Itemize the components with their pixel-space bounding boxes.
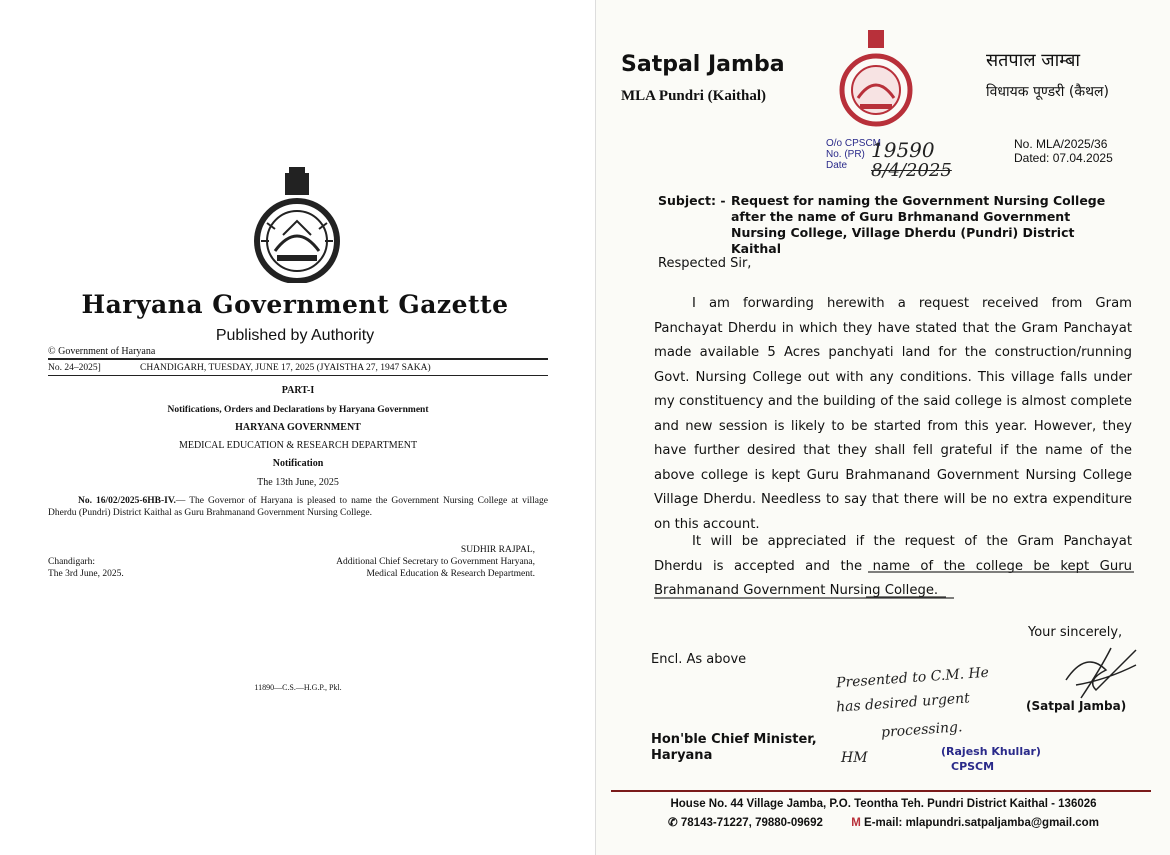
reference-date: Dated: 07.04.2025	[1014, 151, 1113, 165]
signatory-title: Additional Chief Secretary to Government Haryana,	[336, 557, 535, 567]
footer-email: E-mail: mlapundri.satpaljamba@gmail.com	[864, 817, 1099, 829]
signatory-name: SUDHIR RAJPAL,	[460, 545, 535, 555]
handwritten-note-3: processing.	[880, 719, 963, 741]
letterhead-name: Satpal Jamba	[621, 52, 785, 77]
part-heading: PART-I	[281, 385, 315, 396]
reference-number: No. MLA/2025/36	[1014, 137, 1108, 151]
approval-stamp-office: CPSCM	[951, 760, 995, 773]
issue-number: No. 24–2025]	[48, 363, 101, 373]
sign-date: The 3rd June, 2025.	[48, 569, 124, 579]
haryana-emblem-icon	[247, 163, 347, 283]
copyright: © Government of Haryana	[48, 346, 156, 357]
haryana-seal-icon	[836, 28, 916, 128]
salutation: Respected Sir,	[658, 256, 752, 271]
paragraph-text: It will be appreciated if the request of the Gram Panchayat Dherdu is accepted and the name of the college be kept Guru Brahmanand Government Nursing College.	[654, 534, 1132, 598]
footer-phone: 78143-71227, 79880-09692	[680, 817, 823, 829]
handwritten-note-2: has desired urgent	[835, 690, 971, 716]
issue-dateline: CHANDIGARH, TUESDAY, JUNE 17, 2025 (JYAISTHA 27, 1947 SAKA)	[140, 363, 431, 373]
notification-heading: Notification	[272, 458, 324, 469]
recipient	[651, 732, 817, 764]
recipient-title: Hon'ble Chief Minister,	[651, 732, 817, 747]
published-by: Published by Authority	[215, 327, 375, 344]
divider	[48, 358, 548, 360]
govt-heading: HARYANA GOVERNMENT	[235, 422, 361, 433]
subject-label: Subject: -	[658, 193, 726, 208]
approval-stamp-name: (Rajesh Khullar)	[941, 745, 1041, 758]
stamp-line: O/o CPSCM	[826, 138, 882, 149]
notification-body	[48, 495, 548, 519]
section-heading: Notifications, Orders and Declarations by Haryana Government	[167, 405, 429, 415]
mla-letter-page	[595, 0, 1170, 855]
order-number: No. 16/02/2025-6HB-IV.	[78, 496, 176, 506]
phone-icon: ✆	[668, 817, 681, 829]
paragraph-text: I am forwarding herewith a request received from Gram Panchayat Dherdu in which they have stated that the Gram Panchayat made available 5 Acres panchyati land for the construction/running Govt. Nursing College out with any conditions. This village falls under my constituency and the building of the said college is almost complete and new session is likely to be started from this year. However, they have further desired that they shall fell grateful if the name of the above college is kept Guru Brahmanand Government Nursing College Village Dherdu. Needless to say that there will be no extra expenditure on this account.	[654, 296, 1132, 532]
subject-text: Request for naming the Government Nursing College after the name of Guru Brhmanand Government Nursing College, Village Dherdu (Pundri) District Kaithal	[731, 193, 1106, 256]
body-paragraph-1	[654, 292, 1132, 537]
stamp-line: Date	[826, 160, 848, 171]
stamp-line: No. (PR)	[826, 149, 865, 160]
enclosure: Encl. As above	[651, 652, 747, 667]
signatory-department: Medical Education & Research Department.	[366, 569, 535, 579]
printer-line: 11890—C.S.—H.G.P., Pkl.	[254, 683, 342, 692]
footer-divider	[611, 790, 1151, 792]
divider	[48, 375, 548, 376]
stamp-handwritten-date: 8/4/2025	[871, 160, 952, 181]
footer-address: House No. 44 Village Jamba, P.O. Teontha Teh. Pundri District Kaithal - 136026	[670, 798, 1097, 810]
mail-icon: M	[851, 817, 865, 829]
gazette-title: Haryana Government Gazette	[81, 290, 509, 319]
recipient-state: Haryana	[651, 748, 713, 763]
letterhead-name-hindi: सतपाल जाम्बा	[986, 50, 1081, 71]
place: Chandigarh:	[48, 557, 95, 567]
underline-mark	[654, 596, 964, 602]
notification-date: The 13th June, 2025	[257, 477, 339, 488]
footer-contacts	[616, 815, 1151, 829]
letterhead-designation-hindi: विधायक पूण्डरी (कैथल)	[986, 84, 1109, 100]
letterhead-designation: MLA Pundri (Kaithal)	[621, 88, 767, 104]
reference-block	[1014, 137, 1113, 165]
handwritten-note-1: Presented to C.M. He	[835, 664, 990, 692]
signatory-name: (Satpal Jamba)	[1026, 699, 1127, 713]
handwritten-initials: HM	[841, 750, 868, 766]
closing: Your sincerely,	[1028, 625, 1123, 640]
order-text: — The Governor of Haryana is pleased to name the Government Nursing College at village Dherdu (Pundri) District Kaithal as Guru Brahmanand Government Nursing College.	[48, 496, 548, 518]
department-heading: MEDICAL EDUCATION & RESEARCH DEPARTMENT	[178, 440, 418, 451]
stamp-handwritten-number: 19590	[871, 138, 935, 162]
